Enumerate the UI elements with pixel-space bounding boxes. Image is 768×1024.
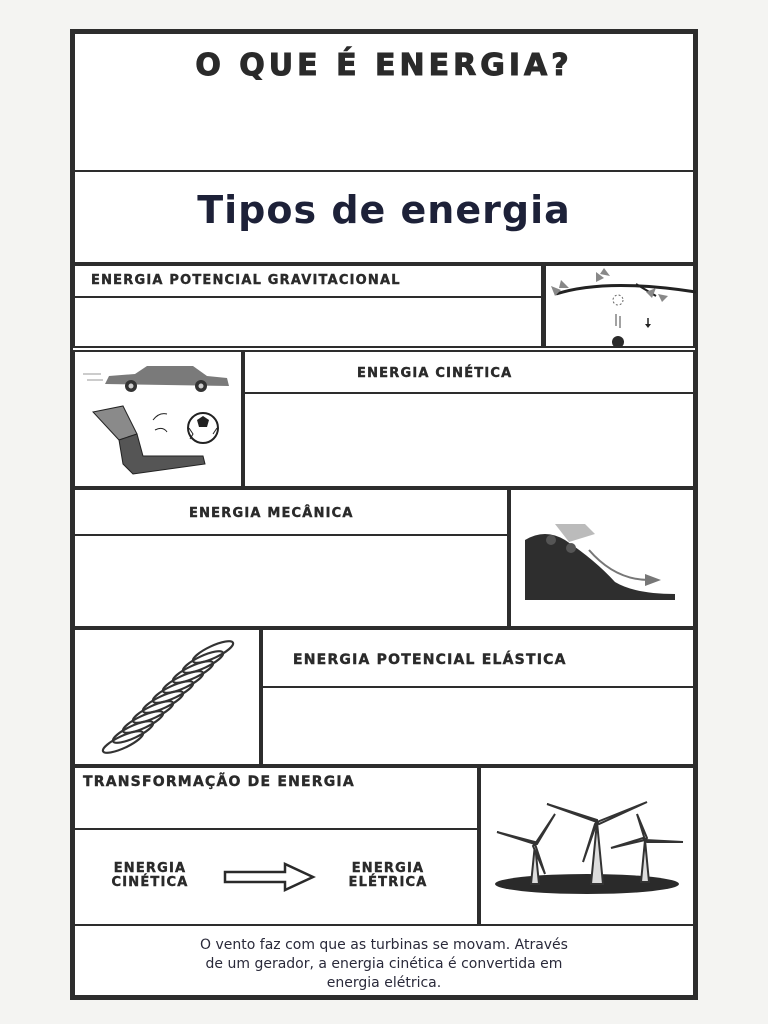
elastic-header-box [261, 628, 695, 688]
caption-text: O vento faz com que as turbinas se movam. Através de um gerador, a energia cinética é convertida em energia elétrica. [200, 937, 568, 991]
transformation-flow-box [73, 828, 479, 926]
elastic-answer-box [261, 686, 695, 766]
roller-coaster-icon [525, 520, 685, 600]
mechanical-heading: ENERGIA MECÂNICA [189, 506, 354, 521]
subtitle-box [73, 170, 695, 264]
title-box [73, 32, 695, 172]
worksheet [70, 29, 698, 1000]
transformation-heading: TRANSFORMAÇÃO DE ENERGIA [83, 774, 355, 790]
gravitational-header-box [73, 264, 543, 298]
gravitational-answer-box [73, 296, 543, 348]
kinetic-header-box [243, 350, 695, 394]
flow-source-label: ENERGIA CINÉTICA [111, 861, 189, 890]
transformation-image-box [479, 766, 695, 926]
page-title: O QUE É ENERGIA? [195, 48, 573, 83]
spring-icon [93, 640, 243, 760]
car-icon [83, 364, 233, 394]
gravitational-image-box [543, 264, 695, 348]
kinetic-image-box [73, 350, 243, 488]
wind-turbines-icon [487, 792, 687, 902]
gravitational-heading: ENERGIA POTENCIAL GRAVITACIONAL [91, 273, 401, 288]
transformation-header-box [73, 766, 479, 830]
flow-target-label: ENERGIA ELÉTRICA [348, 861, 428, 890]
arrow-right-icon [223, 862, 317, 892]
falling-apple-icon [546, 266, 696, 350]
mechanical-header-box [73, 488, 509, 536]
elastic-heading: ENERGIA POTENCIAL ELÁSTICA [293, 652, 567, 668]
caption-box [73, 924, 695, 997]
mechanical-image-box [509, 488, 695, 628]
kinetic-heading: ENERGIA CINÉTICA [357, 366, 513, 381]
section-subtitle: Tipos de energia [197, 188, 571, 232]
mechanical-answer-box [73, 534, 509, 628]
elastic-image-box [73, 628, 261, 766]
kick-ball-icon [93, 406, 243, 486]
kinetic-answer-box [243, 392, 695, 488]
